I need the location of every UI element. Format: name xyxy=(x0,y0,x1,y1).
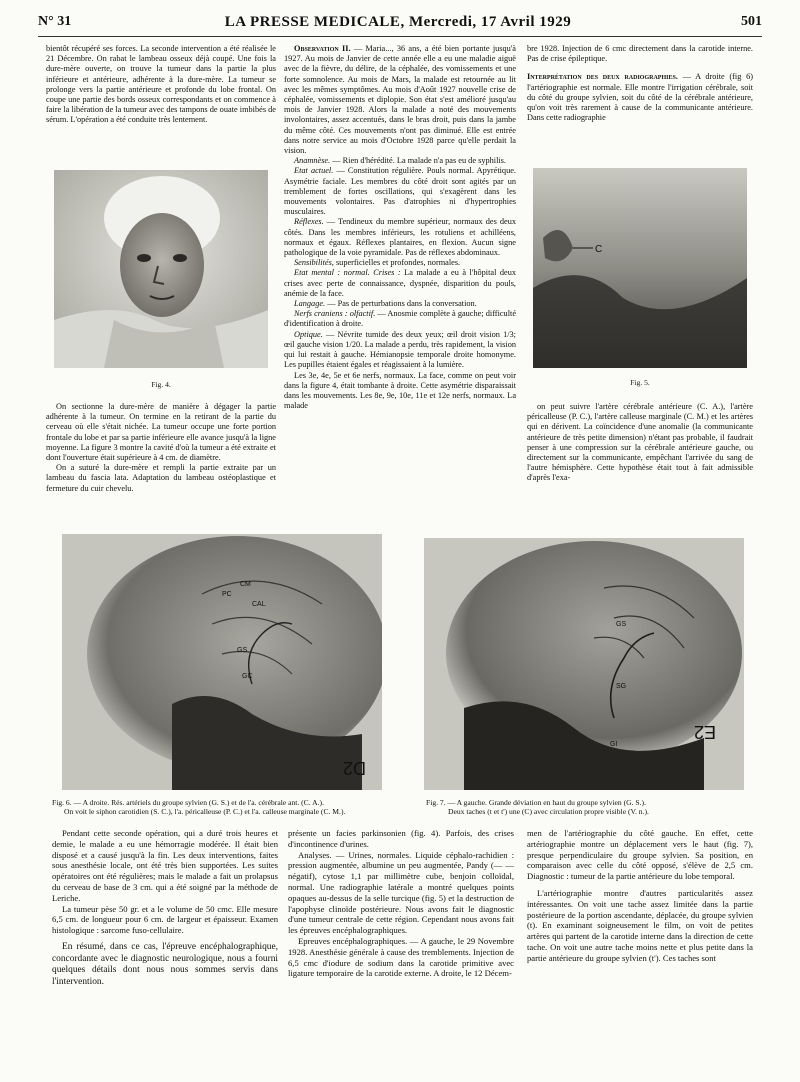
col3-heading: Interprétation des deux radiographies. xyxy=(527,72,678,82)
anamnese-label: Anamnèse. xyxy=(294,156,331,166)
patient-portrait-image xyxy=(54,170,268,368)
fig7-image xyxy=(424,538,744,790)
bottom-col2-paragraph: présente un facies parkinsonien (fig. 4). Parfois, des crises d'incontinence d'urines. xyxy=(288,828,514,849)
col1-bottom xyxy=(46,402,276,494)
bottom-col1-paragraph: Pendant cette seconde opération, qui a duré trois heures et demie, le malade a eu une hémorragie modérée. Il était bien disposé et a causé jusqu'à la fin. Les deux interventions, faites sous anesthésie locale, ont été très bien supportées. Les suites opératoires ont été régulières; mais le malade a fait un prolapsus du cerveau de base de 3 cm. qui a été soigné par la méthode de Leriche. xyxy=(52,828,278,903)
fig7-label: GS xyxy=(616,621,627,628)
sens-text: superficielles et profondes, normales. xyxy=(335,258,461,268)
journal-title: LA PRESSE MEDICALE, Mercredi, 17 Avril 1929 xyxy=(224,14,572,30)
bottom-col3-paragraph: men de l'artériographie du côté gauche. En effet, cette artériographie montre un déplacement vers le haut (fig. 7), presque perpendiculaire du groupe sylvien. Sa position, en comparaison avec celle du côté opposé, s'élève de 2,5 cm. Diagnostic : tumeur de la partie antérieure du lobe temporal. xyxy=(527,828,753,882)
reflexes-text: — Tendineux du membre supérieur, normaux des deux côtés. Dans les membres inférieurs, les rotuliens et achilléens, normaux et égaux. Réflexes plantaires, en flexion. Aucun signe pathologique de la voie pyramidale. Pas de réflexes abdominaux. xyxy=(284,217,516,258)
reflexes-label: Réflexes. xyxy=(294,217,324,227)
col1-top-text: bientôt récupéré ses forces. La seconde intervention a été réalisée le 21 Décembre. On rabat le lambeau osseux déjà coupé. Une fois la dure-mère ouverte, on trouve la tumeur dans la partie la plus inférieure et antérieure, adhérente à la dure-mère. La tumeur se prolonge vers la partie antérieure et profonde du lobe frontal. On coupe une partie des bords osseux correspondants et on commence à faire la libération de la tumeur avec des tampons de ouate imbibés de sérum. L'opération a été conduite très lentement. xyxy=(46,44,276,125)
anamnese-text: — Rien d'hérédité. La malade n'a pas eu de syphilis. xyxy=(332,156,506,166)
bottom-col2-paragraph: Analyses. — Urines, normales. Liquide céphalo-rachidien : pression augmentée, albumine un peu augmentée, Pandy (— — négatif), cytose 1,1 par millimètre cube, benjoin colloïdal, normal. Une radiographie latérale a montré quelques points opaques au-dessus de la selle turcique (fig. 5) et la destruction de l'apophyse clinoïde postérieure. Nous avons fait le diagnostic d'une tumeur centrale de cette région. Cependant nous avons fait les épreuves encéphalographiques. xyxy=(288,849,514,936)
col1-paragraph: On a suturé la dure-mère et rempli la partie extraite par un lambeau du fascia lata. Adaptation du lambeau ostéoplastique et fermeture du cuir chevelu. xyxy=(46,463,276,493)
col3-top xyxy=(527,44,753,123)
fig4-caption: Fig. 4. xyxy=(151,380,171,389)
col2-observation xyxy=(284,44,516,411)
fig6-caption-line2: On voit le siphon carotidien (S. C.), l'a. péricalleuse (P. C.) et l'a. calleuse marginale (C. M.). xyxy=(64,807,346,817)
fig4-photo xyxy=(54,170,268,368)
obs-label: Observation II. xyxy=(294,44,351,53)
fig6-image xyxy=(62,534,382,790)
fig6-label: GC xyxy=(242,673,253,680)
fig7-caption-line2: Deux taches (t et t') une (C) avec circulation propre visible (V. n.). xyxy=(448,807,649,817)
bottom-col2-paragraph: Epreuves encéphalographiques. — A gauche, le 29 Novembre 1928. Anesthésie générale à cause des tremblements. Injection de 6,5 cmc d'iodure de sodium dans la carotide primitive avec ligature temporaire de la carotide externe. A droite, le 12 Décem- xyxy=(288,935,514,979)
obs-text: — Maria..., 36 ans, a été bien portante jusqu'à 1927. Au mois de Janvier de cette année elle a eu une maladie aiguë avec de la fièvre, du délire, de la céphalée, des vomissements et une forte somnolence. Au mois de Mars, la malade est retournée au lit avec les mêmes symptômes. Au mois d'Août 1927 nouvelle crise de céphalée, vomissements et diplopie. Son état s'est amélioré jusqu'au mois de Janvier 1928. Alors la malade a noté des mouvements involontaires, assez accentués, dans le bras droit, puis dans la jambe du même côté. Ces mouvements n'ont pas diminué. Elle est entrée dans notre service au mois d'Octobre 1928 parce qu'elle perdait la vision. xyxy=(284,44,516,156)
col3-text1: — A droite (fig 6) l'artériographie est normale. Elle montre l'irrigation cérébrale, soit du côté du groupe sylvien, soit du côté de la cérébrale antérieure, qu'on voit très rarement à cause de la communicante antérieure. Dans cette radiographie xyxy=(527,72,753,123)
fig7-arteriogram-left xyxy=(424,538,744,790)
fig7-caption xyxy=(426,798,766,816)
fig6-caption xyxy=(52,798,397,816)
bottom-col3 xyxy=(527,828,753,964)
col3-top-text: bre 1928. Injection de 6 cmc directement dans la carotide interne. Pas de crise épileptique. xyxy=(527,44,753,64)
nerfs-text: — Anosmie complète à gauche; difficulté d'identification à droite. xyxy=(284,309,516,329)
bottom-col1-summary: En résumé, dans ce cas, l'épreuve encéphalographique, concordante avec le diagnostic neurologique, nous a fourni quelques détails dont nous nous sommes servis dans l'intervention. xyxy=(52,941,278,987)
mental-label: Etat mental : normal. Crises : xyxy=(294,268,401,278)
nerfs-suite: Les 3e, 4e, 5e et 6e nerfs, normaux. La face, comme on peut voir dans la figure 4, était tombante à droite. Cette asymétrie disparaissait dans les mouvements. Les 8e, 9e, 10e, 11e et 12e nerfs, normaux. La malade xyxy=(284,370,516,411)
mental-text: La malade a eu à l'hôpital deux crises avec perte de connaissance, dyspnée, disparition du pouls, anémie de la face. xyxy=(284,268,516,298)
nerfs-label: Nerfs craniens : olfactif. xyxy=(294,309,376,319)
etat-text: — Constitution régulière. Pouls normal. Apyrétique. Asymétrie faciale. Les membres du côté droit sont agités par un tremblement de fortes oscillations, qui s'exagèrent dans les mouvements volontaires. Pas d'atrophies ni d'hypertrophies musculaires. xyxy=(284,166,516,217)
fig6-label: PC xyxy=(222,591,232,598)
optique-label: Optique. xyxy=(294,329,323,339)
issue-number: N° 31 xyxy=(38,14,72,29)
fig5-xray xyxy=(533,168,747,368)
fig7-label: SG xyxy=(616,683,627,690)
sens-label: Sensibilités, xyxy=(294,258,334,268)
fig6-label: CM xyxy=(240,581,251,588)
col1-top xyxy=(46,44,276,126)
fig6-arteriogram-right xyxy=(62,534,382,790)
fig5-caption: Fig. 5. xyxy=(630,378,650,387)
page-number: 501 xyxy=(741,14,762,29)
col3-text2: on peut suivre l'artère cérébrale antérieure (C. A.), l'artère péricalleuse (P. C.), l'artère calleuse marginale (C. M.) et les artères qui en dérivent. La coïncidence d'une anomalie (la communicante antérieure de très petite dimension) n'étant pas probable, il faudrait penser à une compression sur la cérébrale antérieure gauche, ou directement sur la communicante, empêchant l'arrivée du sang de l'autre hémisphère. Cette hypothèse était tout à fait admissible d'après l'exa- xyxy=(527,402,753,483)
fig7-corner-mark: E2 xyxy=(693,722,716,742)
header-rule xyxy=(38,36,762,37)
skull-base-radiograph xyxy=(533,168,747,368)
page-header xyxy=(38,14,762,36)
col3-continued xyxy=(527,402,753,484)
fig6-corner-mark: D2 xyxy=(342,758,366,778)
langage-text: — Pas de perturbations dans la conversation. xyxy=(327,299,477,309)
fig6-label: GS xyxy=(237,647,248,654)
etat-label: Etat actuel. xyxy=(294,166,334,176)
bottom-col1-paragraph: La tumeur pèse 50 gr. et a le volume de 50 cmc. Elle mesure 6,5 cm. de longueur pour 6 cm. de largeur et épaisseur. Examen histologique : sarcome fuso-cellulaire. xyxy=(52,903,278,936)
bottom-col1 xyxy=(52,828,278,988)
fig6-label: CAL xyxy=(252,601,266,608)
fig6-caption-line1: Fig. 6. — A droite. Rés. artériels du groupe sylvien (G. S.) et de l'a. cérébrale ant. (C. A.). xyxy=(52,798,324,807)
fig7-label: GI xyxy=(610,741,618,748)
fig7-caption-line1: Fig. 7. — A gauche. Grande déviation en haut du groupe sylvien (G. S.). xyxy=(426,798,646,807)
fig5-label-c: C xyxy=(595,244,603,255)
bottom-col2 xyxy=(288,828,514,979)
langage-label: Langage. xyxy=(294,299,326,309)
col1-paragraph: On sectionne la dure-mère de manière à dégager la partie adhérente à la tumeur. On termine en la retirant de la partie du cerveau où elle s'était nichée. La tumeur occupe une forte portion frontale du lobe et par sa partie inférieure elle avance jusqu'à la ligne moyenne. La figure 3 montre la cavité d'où la tumeur a été extraite et dont l'ouverture était supérieure à 4 cm. de diamètre. xyxy=(46,402,276,463)
optique-text: — Névrite tumide des deux yeux; œil droit vision 1/3; œil gauche vision 1/20. La malade a perdu, très rapidement, la vision qui lui restait à gauche. Hémianopsie temporale droite homonyme. Les pupilles étaient égales et réagissaient à la lumière. xyxy=(284,329,516,370)
bottom-col3-paragraph: L'artériographie montre d'autres particularités assez intéressantes. On voit une tache assez limitée dans la partie postérieure de la portion ascendante, déplacée, du groupe sylvien (t). En examinant soigneusement le film, on voit de petites artères qui partent de la carotide interne dans la direction de cette tache. On voit une autre tache moins nette et plus petite dans la partie antérieure du groupe sylvien (t'). Ces taches sont xyxy=(527,887,753,963)
